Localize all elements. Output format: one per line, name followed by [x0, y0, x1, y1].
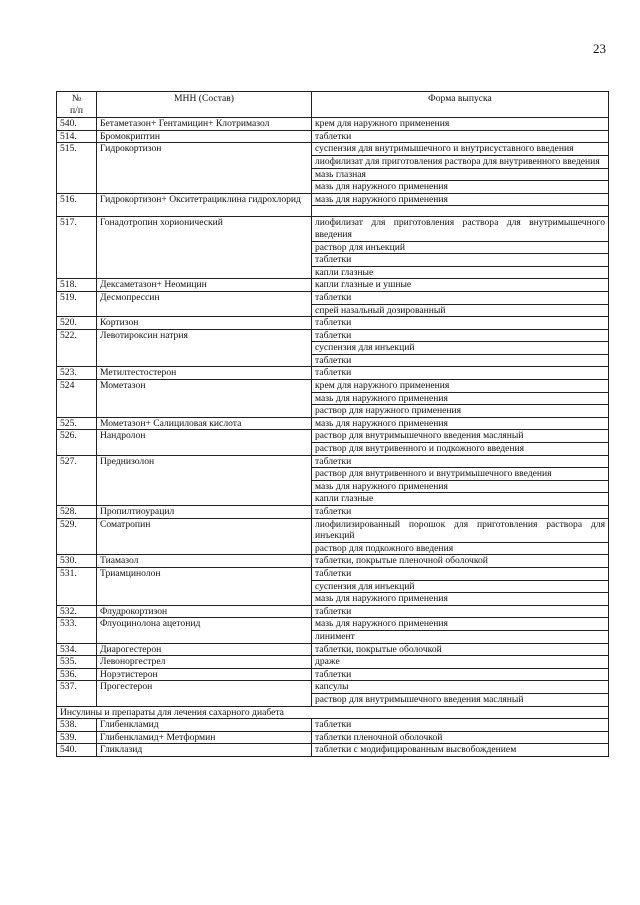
- row-number: 516.: [57, 193, 97, 217]
- row-number: 540.: [57, 118, 97, 131]
- release-form: суспензия для инъекций: [312, 342, 609, 355]
- row-number: 532.: [57, 605, 97, 618]
- release-form: [312, 206, 609, 217]
- release-form: мазь для наружного применения: [312, 417, 609, 430]
- row-number: 514.: [57, 130, 97, 143]
- inn-name: Гидрокортизон+ Окситетрациклина гидрохлорид: [97, 193, 312, 217]
- inn-name: Диарогестерон: [97, 643, 312, 656]
- header-inn: МНН (Состав): [97, 92, 312, 118]
- release-form: раствор для внутривенного и подкожного введения: [312, 443, 609, 456]
- row-number: 530.: [57, 555, 97, 568]
- table-row: [57, 130, 609, 143]
- table-row: [57, 367, 609, 380]
- release-form: раствор для инъекций: [312, 241, 609, 254]
- release-form: таблетки: [312, 130, 609, 143]
- table-row: [57, 118, 609, 131]
- release-form: таблетки: [312, 455, 609, 468]
- row-number: 528.: [57, 506, 97, 519]
- row-number: 537.: [57, 681, 97, 706]
- inn-name: Преднизолон: [97, 455, 312, 505]
- inn-name: Флуоцинолона ацетонид: [97, 618, 312, 643]
- release-form: таблетки: [312, 719, 609, 732]
- row-number: 527.: [57, 455, 97, 505]
- row-number: 525.: [57, 417, 97, 430]
- release-form: таблетки: [312, 329, 609, 342]
- table-row: [57, 506, 609, 519]
- release-form: драже: [312, 656, 609, 669]
- release-form: крем для наружного применения: [312, 380, 609, 393]
- inn-name: Левоноргестрел: [97, 656, 312, 669]
- row-number: 539.: [57, 731, 97, 744]
- row-number: 523.: [57, 367, 97, 380]
- inn-name: Мометазон: [97, 380, 312, 418]
- inn-name: Левотироксин натрия: [97, 329, 312, 367]
- table-row: [57, 668, 609, 681]
- row-number: 520.: [57, 317, 97, 330]
- release-form: мазь для наружного применения: [312, 480, 609, 493]
- row-number: 536.: [57, 668, 97, 681]
- inn-name: Глибенкламид+ Метформин: [97, 731, 312, 744]
- inn-name: Бетаметазон+ Гентамицин+ Клотримазол: [97, 118, 312, 131]
- table-row: [57, 217, 609, 241]
- table-row: [57, 279, 609, 292]
- table-row: [57, 329, 609, 342]
- table-row: [57, 143, 609, 156]
- release-form: таблетки: [312, 367, 609, 380]
- inn-name: Гонадотропин хорионический: [97, 217, 312, 279]
- table-row: [57, 567, 609, 580]
- row-number: 535.: [57, 656, 97, 669]
- inn-name: Пропилтиоурацил: [97, 506, 312, 519]
- release-form: таблетки: [312, 605, 609, 618]
- inn-name: Дексаметазон+ Неомицин: [97, 279, 312, 292]
- inn-name: Флудрокортизон: [97, 605, 312, 618]
- table-row: [57, 656, 609, 669]
- release-form: суспензия для внутримышечного и внутрисуставного введения: [312, 143, 609, 156]
- table-body: [57, 118, 609, 757]
- release-form: таблетки: [312, 567, 609, 580]
- release-form: капли глазные: [312, 266, 609, 279]
- table-row: [57, 380, 609, 393]
- header-form: Форма выпуска: [312, 92, 609, 118]
- table-row: [57, 555, 609, 568]
- release-form: лиофилизированный порошок для приготовления раствора для инъекций: [312, 518, 609, 542]
- row-number: 519.: [57, 291, 97, 316]
- row-number: 526.: [57, 430, 97, 455]
- row-number: 531.: [57, 567, 97, 605]
- release-form: раствор для внутримышечного введения масляный: [312, 693, 609, 706]
- section-title: Инсулины и препараты для лечения сахарного диабета: [57, 706, 609, 719]
- row-number: 517.: [57, 217, 97, 279]
- inn-name: Мометазон+ Салициловая кислота: [97, 417, 312, 430]
- row-number: 518.: [57, 279, 97, 292]
- release-form: таблетки: [312, 668, 609, 681]
- row-number: 515.: [57, 143, 97, 193]
- table-header-row: [57, 92, 609, 118]
- inn-name: Гидрокортизон: [97, 143, 312, 193]
- table-row: [57, 744, 609, 757]
- table-row: [57, 430, 609, 443]
- table-row: [57, 518, 609, 542]
- table-row: [57, 719, 609, 732]
- release-form: капсулы: [312, 681, 609, 694]
- inn-name: Триамцинолон: [97, 567, 312, 605]
- inn-name: Метилтестостерон: [97, 367, 312, 380]
- row-number: 538.: [57, 719, 97, 732]
- release-form: линимент: [312, 630, 609, 643]
- release-form: раствор для внутримышечного введения масляный: [312, 430, 609, 443]
- release-form: мазь для наружного применения: [312, 593, 609, 606]
- inn-name: Десмопрессин: [97, 291, 312, 316]
- release-form: крем для наружного применения: [312, 118, 609, 131]
- release-form: мазь глазная: [312, 168, 609, 181]
- release-form: раствор для внутривенного и внутримышечного введения: [312, 468, 609, 481]
- table-row: [57, 455, 609, 468]
- release-form: таблетки: [312, 254, 609, 267]
- release-form: мазь для наружного применения: [312, 392, 609, 405]
- release-form: капли глазные и ушные: [312, 279, 609, 292]
- table-row: [57, 731, 609, 744]
- release-form: лиофилизат для приготовления раствора для внутривенного введения: [312, 155, 609, 168]
- row-number: 533.: [57, 618, 97, 643]
- inn-name: Прогестерон: [97, 681, 312, 706]
- drug-table: [56, 91, 609, 757]
- table-row: [57, 291, 609, 304]
- release-form: таблетки, покрытые пленочной оболочкой: [312, 555, 609, 568]
- table-row: [57, 417, 609, 430]
- table-row: [57, 643, 609, 656]
- table-row: [57, 618, 609, 631]
- row-number: 529.: [57, 518, 97, 555]
- table-row: [57, 193, 609, 206]
- release-form: лиофилизат для приготовления раствора для внутримышечного введения: [312, 217, 609, 241]
- release-form: таблетки пленочной оболочкой: [312, 731, 609, 744]
- release-form: мазь для наружного применения: [312, 618, 609, 631]
- inn-name: Гликлазид: [97, 744, 312, 757]
- inn-name: Соматропин: [97, 518, 312, 555]
- section-row: [57, 706, 609, 719]
- row-number: 540.: [57, 744, 97, 757]
- inn-name: Норэтистерон: [97, 668, 312, 681]
- inn-name: Кортизон: [97, 317, 312, 330]
- header-num: № п/п: [57, 92, 97, 118]
- inn-name: Бромокриптин: [97, 130, 312, 143]
- inn-name: Глибенкламид: [97, 719, 312, 732]
- release-form: таблетки: [312, 506, 609, 519]
- release-form: спрей назальный дозированный: [312, 304, 609, 317]
- table-row: [57, 681, 609, 694]
- release-form: мазь для наружного применения: [312, 193, 609, 206]
- inn-name: Тиамазол: [97, 555, 312, 568]
- page-number: 23: [593, 41, 606, 56]
- row-number: 534.: [57, 643, 97, 656]
- inn-name: Нандролон: [97, 430, 312, 455]
- release-form: таблетки: [312, 317, 609, 330]
- release-form: суспензия для инъекций: [312, 580, 609, 593]
- release-form: таблетки: [312, 291, 609, 304]
- release-form: таблетки с модифицированным высвобождением: [312, 744, 609, 757]
- release-form: мазь для наружного применения: [312, 181, 609, 194]
- table-row: [57, 317, 609, 330]
- release-form: раствор для подкожного введения: [312, 542, 609, 555]
- release-form: таблетки, покрытые оболочкой: [312, 643, 609, 656]
- table-row: [57, 605, 609, 618]
- release-form: раствор для наружного применения: [312, 405, 609, 418]
- row-number: 522.: [57, 329, 97, 367]
- release-form: таблетки: [312, 354, 609, 367]
- release-form: капли глазные: [312, 493, 609, 506]
- row-number: 524: [57, 380, 97, 418]
